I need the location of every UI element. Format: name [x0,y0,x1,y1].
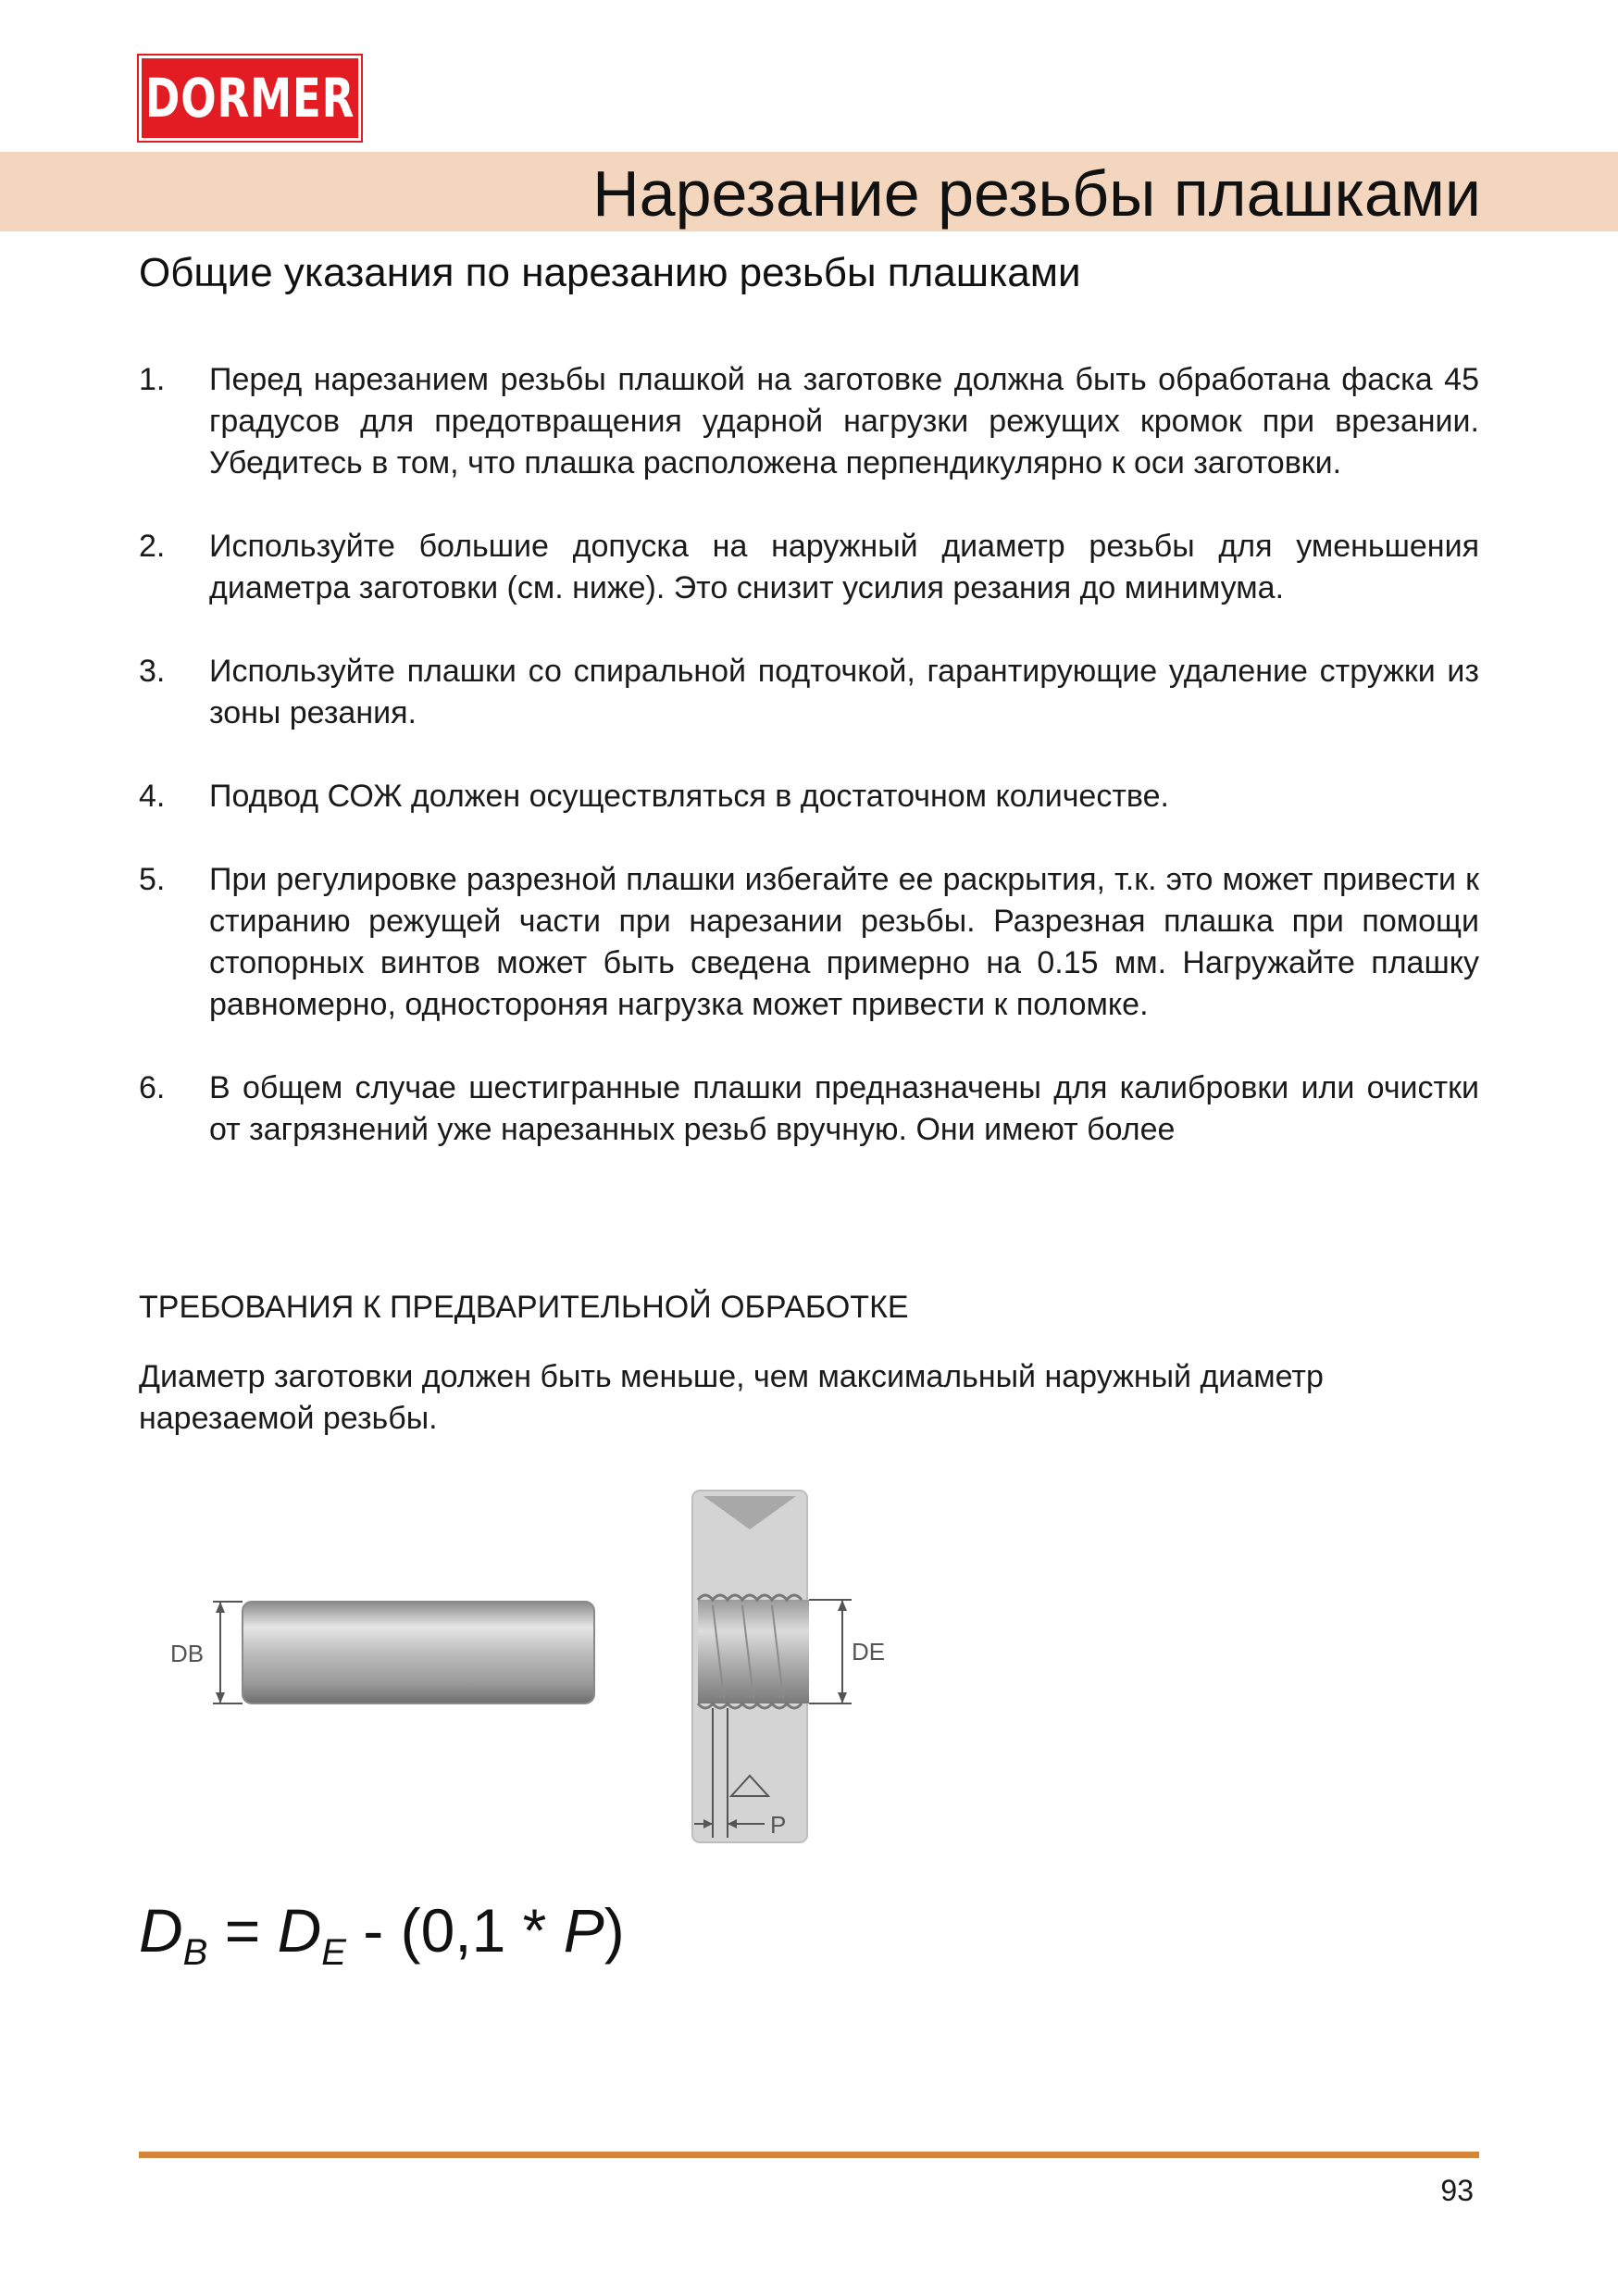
formula-sub-e: E [321,1932,346,1973]
formula-sub-b: B [182,1932,208,1973]
list-item [139,1067,1479,1151]
section-subtitle: Общие указания по нарезанию резьбы плашками [139,250,1081,295]
list-item-number: 3. [139,654,166,689]
formula-d-b: D [139,1896,183,1965]
thread-diameter-label: DE [852,1638,886,1666]
requirements-text: Диаметр заготовки должен быть меньше, чем максимальный наружный диаметр нарезаемой резьбы. [139,1359,1324,1436]
blank-diameter-formula [139,1889,625,1994]
list-item [139,651,1479,734]
list-item-text: Используйте плашки со спиральной подточкой, гарантирующие удаление стружки из зоны резания. [209,654,1479,730]
instructions-list [139,359,1479,1192]
list-item-text: Используйте большие допуска на наружный диаметр резьбы для уменьшения диаметра заготовки (см. ниже). Это снизит усилия резания до минимума. [209,529,1479,605]
formula-p: P [563,1896,604,1965]
blank-and-thread-diagram [139,1472,972,1861]
page-number: 93 [1440,2174,1474,2207]
logo-text: DORMER [144,67,355,130]
blank-diameter-label: DB [170,1640,205,1667]
list-item [139,776,1479,817]
list-item-text: Подвод СОЖ должен осуществляться в достаточном количестве. [209,779,1169,814]
die-section [692,1491,809,1842]
list-item [139,859,1479,1026]
list-item-number: 6. [139,1070,166,1105]
footer-rule [139,2152,1479,2158]
pitch-label: P [770,1811,787,1839]
page-title: Нарезание резьбы плашками [592,157,1481,230]
formula-minus: - (0,1 * [345,1896,564,1965]
list-item-number: 1. [139,362,166,397]
list-item [139,526,1479,609]
list-item-number: 5. [139,862,166,897]
list-item [139,359,1479,484]
blank-rod [213,1602,594,1703]
list-item-text: При регулировке разрезной плашки избегайте ее раскрытия, т.к. это может привести к стиранию режущей части при нарезании резьбы. Разрезная плашка при помощи стопорных винтов может быть сведена примерно на 0.15 мм. Нагружайте плашку равномерно, одностороняя нагрузка может привести к поломке. [209,862,1479,1022]
formula-d-e: D [277,1896,322,1965]
requirements-heading: ТРЕБОВАНИЯ К ПРЕДВАРИТЕЛЬНОЙ ОБРАБОТКЕ [139,1290,909,1325]
dormer-logo [139,56,361,141]
list-item-number: 2. [139,529,166,564]
list-item-text: Перед нарезанием резьбы плашкой на заготовке должна быть обработана фаска 45 градусов для предотвращения ударной нагрузки режущих кромок при врезании. Убедитесь в том, что плашка расположена перпендикулярно к оси заготовки. [209,362,1479,480]
list-item-number: 4. [139,779,166,814]
list-item-text: В общем случае шестигранные плашки предназначены для калибровки или очистки от загрязнений уже нарезанных резьб вручную. Они имеют более [209,1070,1479,1147]
formula-equals: = [207,1896,278,1965]
formula-close: ) [604,1896,625,1965]
